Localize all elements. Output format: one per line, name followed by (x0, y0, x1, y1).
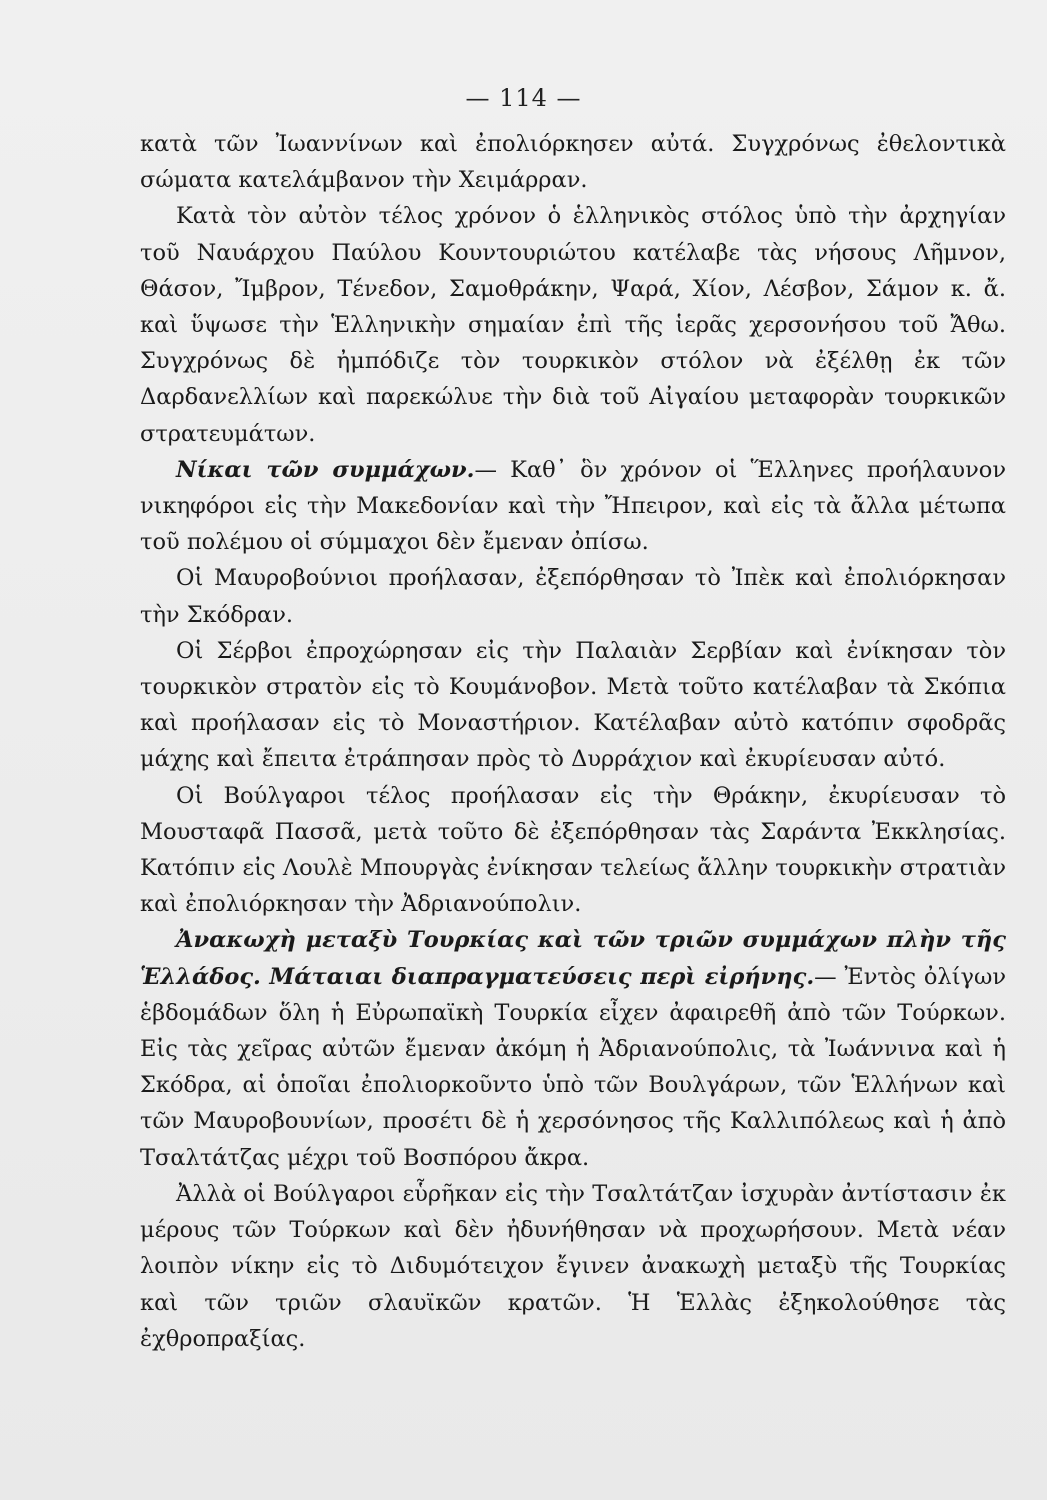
paragraph-text: κατὰ τῶν Ἰωαννίνων καὶ ἐπολιόρκησεν αὐτά. Συγχρόνως ἐθελοντικὰ σώματα κατελάμβανον τὴν Χειμάρραν. (140, 131, 1006, 194)
paragraph (140, 1176, 1006, 1357)
paragraph (140, 560, 1006, 632)
paragraph (140, 778, 1006, 923)
paragraph-text: Κατὰ τὸν αὐτὸν τέλος χρόνον ὁ ἑλληνικὸς στόλος ὑπὸ τὴν ἀρχηγίαν τοῦ Ναυάρχου Παύλου Κουντουριώτου κατέλαβε τὰς νήσους Λῆμνον, Θάσον, Ἴμβρον, Τένεδον, Σαμοθράκην, Ψαρά, Χίον, Λέσβον, Σάμον κ. ἄ. καὶ ὕψωσε τὴν Ἑλληνικὴν σημαίαν ἐπὶ τῆς ἱερᾶς χερσονήσου τοῦ Ἄθω. Συγχρόνως δὲ ἠμπόδιζε τὸν τουρκικὸν στόλον νὰ ἐξέλθῃ ἐκ τῶν Δαρδανελλίων καὶ παρεκώλυε τὴν διὰ τοῦ Αἰγαίου μεταφορὰν τουρκικῶν στρατευμάτων. (140, 203, 1006, 447)
paragraph-text: Ἀλλὰ οἱ Βούλγαροι εὗρῆκαν εἰς τὴν Τσαλτάτζαν ἰσχυρὰν ἀντίστασιν ἐκ μέρους τῶν Τούρκων καὶ δὲν ἠδυνήθησαν νὰ προχωρήσουν. Μετὰ νέαν λοιπὸν νίκην εἰς τὸ Διδυμότειχον ἔγινεν ἀνακωχὴ μεταξὺ τῆς Τουρκίας καὶ τῶν τριῶν σλαυϊκῶν κρατῶν. Ἡ Ἑλλὰς ἐξηκολούθησε τὰς ἐχθροπραξίας. (140, 1180, 1006, 1352)
paragraph-text: Οἱ Βούλγαροι τέλος προήλασαν εἰς τὴν Θράκην, ἐκυρίευσαν τὸ Μουσταφᾶ Πασσᾶ, μετὰ τοῦτο δὲ ἐξεπόρθησαν τὰς Σαράντα Ἐκκλησίας. Κατόπιν εἰς Λουλὲ Μπουργὰς ἐνίκησαν τελείως ἄλλην τουρκικὴν στρατιὰν καὶ ἐπολιόρκησαν τὴν Ἀδριανούπολιν. (140, 782, 1006, 918)
paragraph-text: — Καθ᾽ ὃν χρόνον οἱ Ἕλληνες προήλαυνον νικηφόροι εἰς τὴν Μακεδονίαν καὶ τὴν Ἤπειρον, καὶ εἰς τὰ ἄλλα μέτωπα τοῦ πολέμου οἱ σύμμαχοι δὲν ἔμεναν ὀπίσω. (140, 456, 1006, 556)
page-number: — 114 — (465, 84, 582, 112)
paragraph-text: — Ἐντὸς ὀλίγων ἑβδομάδων ὅλη ἡ Εὐρωπαϊκὴ Τουρκία εἶχεν ἀφαιρεθῆ ἀπὸ τῶν Τούρκων. Εἰς τὰς χεῖρας αὐτῶν ἔμεναν ἀκόμη ἡ Ἀδριανούπολις, τὰ Ἰωάννινα καὶ ἡ Σκόδρα, αἱ ὁποῖαι ἐπολιορκοῦντο ὑπὸ τῶν Βουλγάρων, τῶν Ἑλλήνων καὶ τῶν Μαυροβουνίων, προσέτι δὲ ἡ χερσόνησος τῆς Καλλιπόλεως καὶ ἡ ἀπὸ Τσαλτάτζας μέχρι τοῦ Βοσπόρου ἄκρα. (140, 963, 1006, 1171)
paragraph (140, 922, 1006, 1175)
section-heading: Νίκαι τῶν συμμάχων. (176, 456, 475, 483)
paragraph (140, 198, 1006, 451)
paragraph (140, 452, 1006, 561)
section-heading: Ἀνακωχὴ μεταξὺ Τουρκίας καὶ τῶν τριῶν συμμάχων πλὴν τῆς Ἑλλάδος. Μάταιαι διαπραγματεύσεις περὶ εἰρήνης. (140, 927, 1006, 990)
paragraph (140, 633, 1006, 778)
body-text (140, 126, 1006, 1357)
paragraph (140, 126, 1006, 198)
paragraph-text: Οἱ Μαυροβούνιοι προήλασαν, ἐξεπόρθησαν τὸ Ἰπὲκ καὶ ἐπολιόρκησαν τὴν Σκόδραν. (140, 565, 1006, 628)
paragraph-text: Οἱ Σέρβοι ἐπροχώρησαν εἰς τὴν Παλαιὰν Σερβίαν καὶ ἐνίκησαν τὸν τουρκικὸν στρατὸν εἰς τὸ Κουμάνοβον. Μετὰ τοῦτο κατέλαβαν τὰ Σκόπια καὶ προήλασαν εἰς τὸ Μοναστήριον. Κατέλαβαν αὐτὸ κατόπιν σφοδρᾶς μάχης καὶ ἔπειτα ἐτράπησαν πρὸς τὸ Δυρράχιον καὶ ἐκυρίευσαν αὐτό. (140, 637, 1006, 773)
